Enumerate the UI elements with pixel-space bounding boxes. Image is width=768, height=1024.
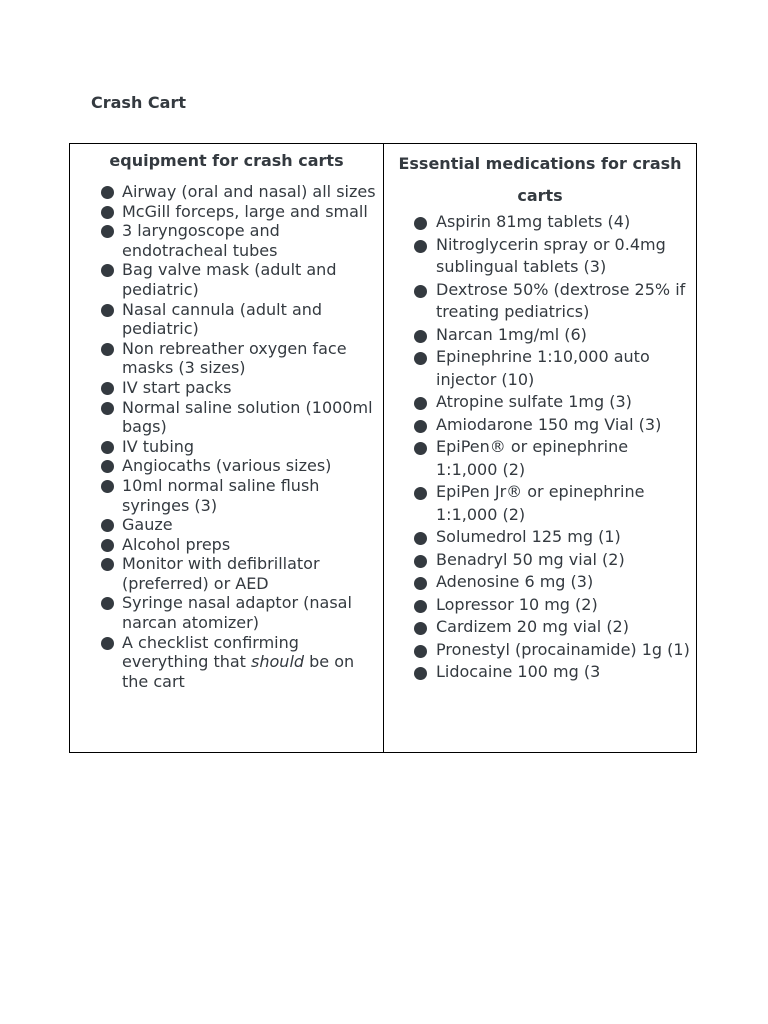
bullet-icon	[414, 217, 427, 230]
medication-item	[384, 279, 696, 324]
equipment-item	[70, 456, 383, 476]
equipment-list	[70, 182, 383, 691]
equipment-item	[70, 260, 383, 299]
list-item-text: Syringe nasal adaptor (nasal narcan atomizer)	[122, 593, 352, 633]
bullet-icon	[101, 382, 114, 395]
list-item-text: Dextrose 50% (dextrose 25% if treating pediatrics)	[436, 279, 686, 321]
list-item-text: Gauze	[122, 515, 173, 535]
bullet-icon	[101, 264, 114, 277]
checklist-text-after: be on the cart	[122, 652, 355, 691]
bullet-icon	[101, 186, 114, 199]
bullet-icon	[101, 460, 114, 473]
bullet-icon	[414, 622, 427, 635]
equipment-column-header: equipment for crash carts	[109, 151, 344, 170]
list-item-text: Lidocaine 100 mg (3	[436, 662, 601, 681]
checklist-text-emphasis: should	[251, 652, 305, 672]
bullet-icon	[414, 532, 427, 545]
equipment-item	[70, 437, 383, 457]
bullet-icon	[414, 240, 427, 253]
list-item-text: Aspirin 81mg tablets (4)	[436, 212, 631, 231]
equipment-item	[70, 339, 383, 378]
equipment-item	[70, 535, 383, 555]
list-item-text: Pronestyl (procainamide) 1g (1)	[436, 639, 690, 659]
list-item-text: EpiPen® or epinephrine 1:1,000 (2)	[436, 437, 629, 479]
bullet-icon	[101, 304, 114, 317]
equipment-item	[70, 476, 383, 515]
list-item-text: Cardizem 20 mg vial (2)	[436, 617, 629, 636]
crash-cart-table	[69, 143, 697, 753]
bullet-icon	[414, 397, 427, 410]
medications-column-header: Essential medications for crash carts	[398, 154, 682, 205]
bullet-icon	[414, 600, 427, 613]
medication-item	[384, 324, 696, 347]
equipment-column	[70, 144, 384, 752]
equipment-item	[70, 398, 383, 437]
list-item-text: Non rebreather oxygen face masks (3 sizes)	[122, 338, 347, 378]
bullet-icon	[101, 206, 114, 219]
checklist-text-before: A checklist confirming everything that	[122, 632, 299, 672]
medication-item	[384, 211, 696, 234]
medication-item	[384, 594, 696, 617]
bullet-icon	[414, 555, 427, 568]
list-item-text: Lopressor 10 mg (2)	[436, 594, 598, 614]
equipment-item	[70, 221, 383, 260]
equipment-item	[70, 515, 383, 535]
medications-column	[384, 144, 696, 752]
list-item-text: Narcan 1mg/ml (6)	[436, 324, 587, 344]
medication-item	[384, 436, 696, 481]
medication-item	[384, 391, 696, 414]
medication-item	[384, 639, 696, 662]
bullet-icon	[414, 645, 427, 658]
bullet-icon	[414, 330, 427, 343]
medication-item	[384, 346, 696, 391]
bullet-icon	[101, 402, 114, 415]
medication-item	[384, 571, 696, 594]
bullet-icon	[101, 637, 114, 650]
medication-item	[384, 616, 696, 639]
medication-item	[384, 661, 696, 684]
equipment-item	[70, 378, 383, 398]
medication-item	[384, 526, 696, 549]
list-item-text: Amiodarone 150 mg Vial (3)	[436, 414, 662, 434]
list-item-text: Airway (oral and nasal) all sizes	[122, 182, 376, 201]
equipment-item	[70, 554, 383, 593]
list-item-text: Nitroglycerin spray or 0.4mg sublingual tablets (3)	[436, 234, 666, 276]
bullet-icon	[414, 667, 427, 680]
list-item-text: 3 laryngoscope and endotracheal tubes	[122, 221, 280, 260]
equipment-item	[70, 182, 383, 202]
bullet-icon	[101, 558, 114, 571]
bullet-icon	[101, 519, 114, 532]
list-item-text: IV start packs	[122, 377, 232, 397]
bullet-icon	[101, 225, 114, 238]
medications-list	[384, 211, 696, 684]
list-item-text: Bag valve mask (adult and pediatric)	[122, 260, 337, 299]
list-item-text: Normal saline solution (1000ml bags)	[122, 397, 373, 437]
medication-item	[384, 414, 696, 437]
bullet-icon	[414, 420, 427, 433]
bullet-icon	[101, 597, 114, 610]
bullet-icon	[101, 539, 114, 552]
page-title: Crash Cart	[91, 93, 186, 112]
medication-item	[384, 234, 696, 279]
bullet-icon	[101, 441, 114, 454]
list-item-text: Epinephrine 1:10,000 auto injector (10)	[436, 347, 650, 389]
list-item-text: Adenosine 6 mg (3)	[436, 572, 594, 591]
medication-item	[384, 481, 696, 526]
list-item-text: Alcohol preps	[122, 534, 231, 554]
bullet-icon	[414, 285, 427, 298]
bullet-icon	[101, 480, 114, 493]
list-item-text: Nasal cannula (adult and pediatric)	[122, 299, 323, 339]
medication-item	[384, 549, 696, 572]
bullet-icon	[414, 352, 427, 365]
equipment-item	[70, 202, 383, 222]
bullet-icon	[414, 577, 427, 590]
list-item-text: Atropine sulfate 1mg (3)	[436, 392, 632, 411]
list-item-text: Monitor with defibrillator (preferred) or AED	[122, 554, 320, 593]
equipment-item-checklist	[70, 633, 383, 692]
list-item-text: Solumedrol 125 mg (1)	[436, 527, 621, 546]
bullet-icon	[101, 343, 114, 356]
list-item-text: 10ml normal saline flush syringes (3)	[122, 475, 320, 515]
equipment-item	[70, 300, 383, 339]
bullet-icon	[414, 442, 427, 455]
bullet-icon	[414, 487, 427, 500]
list-item-text: McGill forceps, large and small	[122, 201, 368, 221]
list-item-text: Angiocaths (various sizes)	[122, 456, 332, 476]
list-item-text: EpiPen Jr® or epinephrine 1:1,000 (2)	[436, 482, 645, 524]
equipment-item	[70, 593, 383, 632]
list-item-text: IV tubing	[122, 436, 195, 456]
list-item-text: Benadryl 50 mg vial (2)	[436, 549, 625, 569]
